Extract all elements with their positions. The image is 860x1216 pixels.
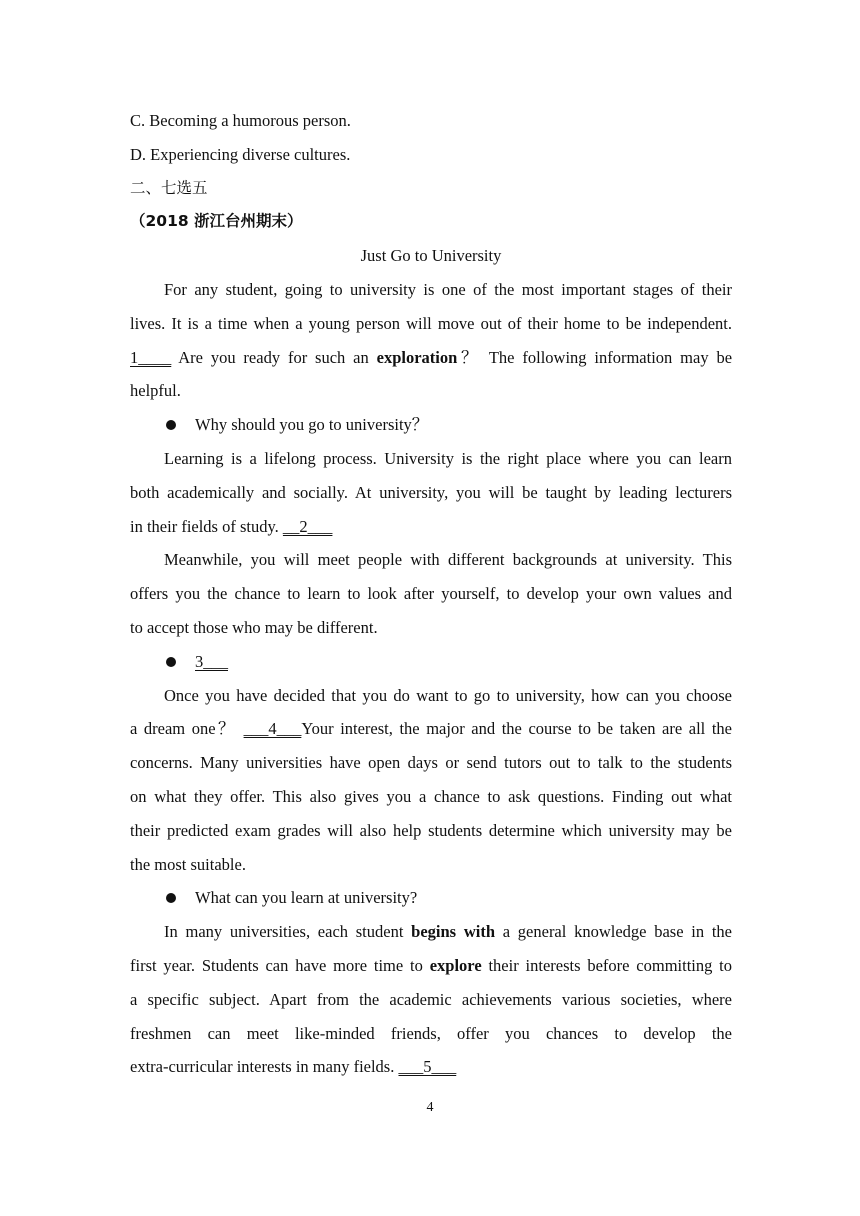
bold-word-explore: explore	[429, 955, 482, 975]
paragraph-line: to accept those who may be different.	[130, 617, 378, 637]
bullet-text: What can you learn at university?	[195, 888, 418, 908]
text-span: Your interest, the major and the course to be taken are all the	[301, 719, 732, 739]
paragraph-line: offers you the chance to learn to look after yourself, to develop your own values and	[130, 584, 732, 604]
bullet-heading	[130, 645, 732, 679]
paragraph-line: their predicted exam grades will also help students determine which university may be	[130, 820, 732, 840]
paragraph-line: Once you have decided that you do want to go to university, how can you choose	[164, 685, 732, 705]
paragraph-line: on what they offer. This also gives you a chance to ask questions. Finding out what	[130, 786, 732, 806]
paragraph-line: a specific subject. Apart from the academic achievements various societies, where	[130, 989, 732, 1009]
text-span: a dream one？	[130, 719, 237, 739]
text-span: their interests before committing to	[488, 955, 732, 975]
paragraph-line: lives. It is a time when a young person will move out of their home to be independent.	[130, 313, 732, 333]
option-c: C. Becoming a humorous person.	[130, 111, 351, 130]
text-span: Are you ready for such an	[178, 347, 369, 367]
paragraph-line	[130, 712, 732, 746]
paragraph-line: helpful.	[130, 381, 181, 401]
text-span: extra-curricular interests in many fields.	[130, 1057, 395, 1077]
option-d: D. Experiencing diverse cultures.	[130, 144, 351, 164]
text-span: ？ The following information may be	[457, 347, 732, 367]
paragraph-line	[130, 915, 732, 949]
bullet-text: Why should you go to university？	[195, 415, 429, 435]
section-heading: 二、七选五	[130, 178, 208, 197]
paragraph-line: Learning is a lifelong process. University is the right place where you can learn	[164, 448, 732, 468]
blank-2: __2___	[282, 516, 333, 536]
bold-word-exploration: exploration	[376, 347, 458, 367]
bold-phrase-begins-with: begins with	[411, 922, 495, 942]
bullet-heading	[130, 408, 732, 442]
blank-1: 1____	[130, 347, 172, 367]
paragraph-line	[130, 341, 732, 375]
section-source: （2018 浙江台州期末）	[130, 212, 303, 231]
document-page	[130, 104, 732, 1084]
paragraph-line	[130, 510, 732, 544]
page-number: 4	[426, 1100, 434, 1115]
paragraph-line: concerns. Many universities have open days or send tutors out to talk to the students	[130, 753, 732, 773]
paragraph-line: Meanwhile, you will meet people with different backgrounds at university. This	[164, 550, 732, 570]
paragraph-line: both academically and socially. At university, you will be taught by leading lecturers	[130, 482, 732, 502]
text-span: first year. Students can have more time to	[130, 955, 423, 975]
paragraph-line	[130, 949, 732, 983]
text-span: In many universities, each student	[164, 922, 404, 942]
bullet-heading	[130, 881, 732, 915]
paragraph-line	[130, 1050, 732, 1084]
blank-3: 3___	[195, 651, 228, 671]
paragraph-line: freshmen can meet like-minded friends, offer you chances to develop the	[130, 1023, 732, 1043]
bullet-icon	[166, 657, 176, 667]
paragraph-line: the most suitable.	[130, 854, 246, 874]
paragraph-line: For any student, going to university is one of the most important stages of their	[164, 279, 732, 299]
passage-title: Just Go to University	[360, 246, 502, 266]
text-span: in their fields of study.	[130, 516, 279, 536]
text-span: a general knowledge base in the	[502, 922, 732, 942]
blank-5: ___5___	[398, 1057, 457, 1077]
blank-4: ___4___	[243, 719, 302, 739]
